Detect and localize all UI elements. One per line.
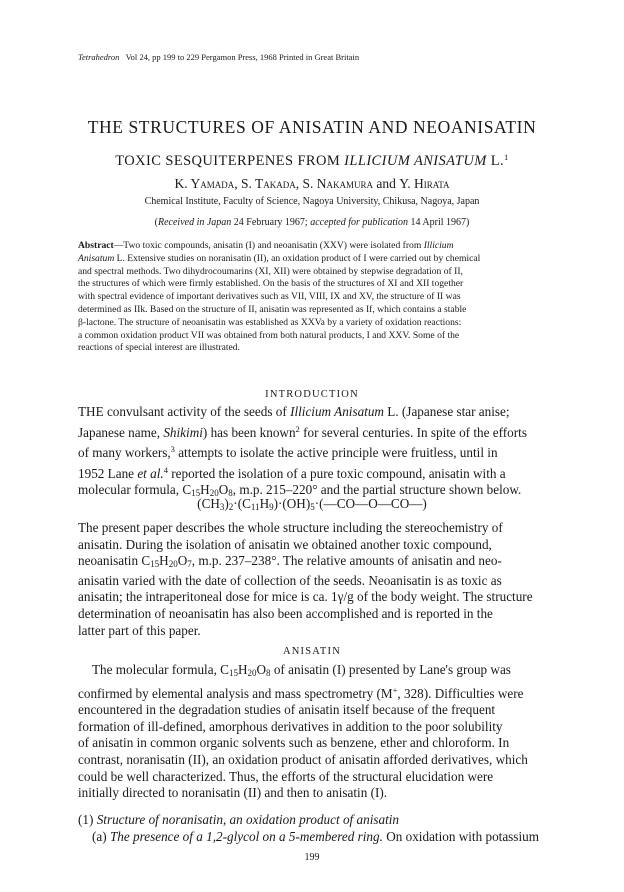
- subtitle-suffix: L.: [486, 153, 505, 169]
- subtitle-text: TOXIC SESQUITERPENES FROM: [115, 153, 345, 169]
- received-date: 24 February 1967;: [231, 217, 311, 228]
- footnote-ref: 3: [170, 444, 175, 455]
- section-heading-anisatin: ANISATIN: [282, 646, 341, 657]
- subscript: 20: [247, 668, 257, 678]
- subscript: 8: [228, 488, 233, 499]
- section-number: (1): [78, 812, 97, 827]
- intro-text: H: [200, 482, 210, 498]
- text-line: formation of ill-defined, amorphous derivatives in addition to the poor solubility: [78, 718, 503, 734]
- footnote-ref: 4: [163, 464, 168, 475]
- intro-text: ) has been known: [202, 424, 296, 440]
- paper-subtitle: [0, 148, 624, 170]
- text-part: The molecular formula, C: [92, 662, 229, 677]
- subsection-text: On oxidation with potassium: [382, 828, 539, 844]
- subsection-number: (a): [92, 828, 110, 844]
- authors-last: Y. Hirata: [399, 176, 450, 191]
- text-part: O: [256, 662, 267, 677]
- subscript: 7: [187, 559, 192, 570]
- intro-text: O: [218, 482, 229, 498]
- subscript: 8: [266, 668, 271, 678]
- abstract-line: the structures of which were firmly established. On the basis of the structures of XI and XII together: [78, 278, 464, 290]
- section-title: Structure of noranisatin, an oxidation product of anisatin: [96, 812, 400, 827]
- paper-title: THE STRUCTURES OF ANISATIN AND NEOANISATIN: [87, 117, 537, 137]
- abstract-line: determined as IIk. Based on the structure of II, anisatin was represented as If, which contains a stable: [78, 303, 467, 315]
- text-line: The present paper describes the whole structure including the stereochemistry of: [78, 520, 503, 535]
- text-part: confirmed by elemental analysis and mass spectrometry (M: [78, 685, 393, 701]
- formula-sub: 3: [219, 502, 225, 512]
- text-line: could be well characterized. Thus, the efforts of the structural elucidation were: [78, 768, 494, 784]
- subscript: 15: [191, 488, 201, 499]
- accepted-label: accepted for publication: [310, 217, 408, 228]
- formula-part: ·(—CO—O—CO—): [314, 496, 427, 511]
- text-part: neoanisatin C: [78, 553, 151, 569]
- page-number: 199: [304, 852, 320, 863]
- received-open: (: [154, 217, 158, 228]
- author-list: [0, 176, 624, 192]
- text-line: initially directed to noranisatin (II) and then to anisatin (I).: [78, 785, 388, 801]
- text-part: O: [177, 553, 188, 569]
- accepted-date: 14 April 1967): [407, 217, 470, 228]
- subtitle-footnote-ref: 1: [504, 152, 509, 162]
- intro-dropword: THE: [78, 404, 104, 419]
- intro-text: convulsant activity of the seeds of: [103, 404, 291, 419]
- section-structure-noranisatin: [78, 812, 546, 845]
- intro-text: reported the isolation of a pure toxic compound, anisatin with a: [167, 465, 506, 481]
- abstract-line: a common oxidation product VII was obtained from both natural products, I and XXV. Some of the: [78, 329, 460, 341]
- subtitle-species: ILLICIUM ANISATUM: [344, 153, 487, 169]
- running-header: [78, 52, 359, 62]
- intro-text: molecular formula, C: [78, 482, 192, 498]
- formula-sub: 9: [269, 502, 274, 512]
- paragraph-anisatin: [78, 662, 546, 802]
- subscript: 15: [228, 668, 238, 678]
- intro-text: 1952 Lane: [78, 465, 138, 481]
- journal-name: Tetrahedron: [78, 52, 120, 62]
- received-label: Received in Japan: [158, 217, 232, 228]
- authors-and: and: [372, 176, 400, 191]
- text-part: , m.p. 237–238°. The relative amounts of anisatin and neo-: [191, 553, 502, 569]
- superscript: +: [392, 684, 398, 695]
- introduction-paragraph: [78, 404, 546, 502]
- section-heading-introduction: INTRODUCTION: [265, 389, 359, 400]
- footnote-ref: 2: [295, 423, 300, 434]
- text-line: latter part of this paper.: [78, 622, 201, 638]
- formula-sub: 11: [250, 502, 260, 512]
- intro-text: of many workers,: [78, 445, 171, 461]
- abstract-line: Anisatum L. Extensive studies on noranisatin (II), an oxidation product of I were carried out by chemical: [78, 252, 481, 264]
- text-part: H: [159, 553, 169, 569]
- text-line: determination of neoanisatin has also been accomplished and is reported in the: [78, 605, 493, 621]
- intro-text: Japanese name,: [78, 424, 164, 440]
- formula-part: )·(OH): [273, 496, 311, 511]
- japanese-name: Shikimi: [163, 424, 203, 440]
- affiliation: Chemical Institute, Faculty of Science, Nagoya University, Chikusa, Nagoya, Japan: [144, 196, 480, 207]
- abstract: [78, 240, 546, 355]
- abstract-line: —Two toxic compounds, anisatin (I) and neoanisatin (XXV) were isolated from Illicium: [113, 240, 454, 251]
- et-al: et al.: [137, 465, 164, 481]
- text-part: of anisatin (I) presented by Lane's group was: [270, 662, 511, 677]
- formula-part: ): [224, 496, 229, 511]
- formula-sub: 5: [310, 502, 315, 512]
- text-part: , 328). Difficulties were: [397, 685, 524, 701]
- citation-info: Vol 24, pp 199 to 229 Pergamon Press, 1968 Printed in Great Britain: [125, 52, 360, 62]
- text-line: anisatin varied with the date of collection of the seeds. Neoanisatin is as toxic as: [78, 572, 502, 588]
- abstract-label: Abstract: [78, 240, 114, 251]
- intro-text: for several centuries. In spite of the efforts: [299, 424, 527, 440]
- abstract-line: β-lactone. The structure of neoanisatin was established as XXVa by a variety of oxidation reactions:: [78, 316, 462, 328]
- abstract-line: and spectral methods. Two dihydrocoumarins (XI, XII) were obtained by stepwise degradation of II,: [78, 265, 463, 277]
- text-line: contrast, noranisatin (II), an oxidation product of anisatin afforded derivatives, which: [78, 751, 528, 767]
- formula-part: (CH: [197, 496, 220, 511]
- intro-text: L. (Japanese star anise;: [383, 404, 510, 419]
- text-line: anisatin. During the isolation of anisatin we obtained another toxic compound,: [78, 536, 492, 552]
- authors-first: K. Yamada, S. Takada, S. Nakamura: [174, 176, 373, 191]
- formula-sub: 2: [228, 502, 234, 512]
- subscript: 20: [209, 488, 219, 499]
- species-name: Illicium Anisatum: [290, 404, 384, 419]
- subscript: 20: [168, 559, 178, 570]
- intro-text: attempts to isolate the active principle were fruitless, until in: [174, 445, 498, 461]
- formula-part: H: [259, 496, 270, 511]
- abstract-line: with spectral evidence of important derivatives such as VII, VIII, IX and XV, the structure of II was: [78, 291, 461, 303]
- subscript: 15: [150, 559, 160, 570]
- intro-text: , m.p. 215–220° and the partial structure shown below.: [232, 482, 522, 498]
- received-dates: [0, 216, 624, 229]
- text-part: H: [237, 662, 248, 677]
- partial-structure-formula: [0, 496, 624, 512]
- abstract-line: reactions of special interest are illustrated.: [78, 342, 240, 354]
- formula-part: ·(C: [233, 496, 251, 511]
- text-line: encountered in the degradation studies of anisatin itself because of the frequent: [78, 702, 496, 718]
- subsection-title: The presence of a 1,2-glycol on a 5-membered ring.: [109, 828, 383, 844]
- text-line: anisatin; the intraperitoneal dose for mice is ca. 1γ/g of the body weight. The structure: [78, 589, 533, 605]
- paragraph-present-paper: [78, 520, 546, 639]
- text-line: of anisatin in common organic solvents such as benzene, ether and chloroform. In: [78, 735, 510, 751]
